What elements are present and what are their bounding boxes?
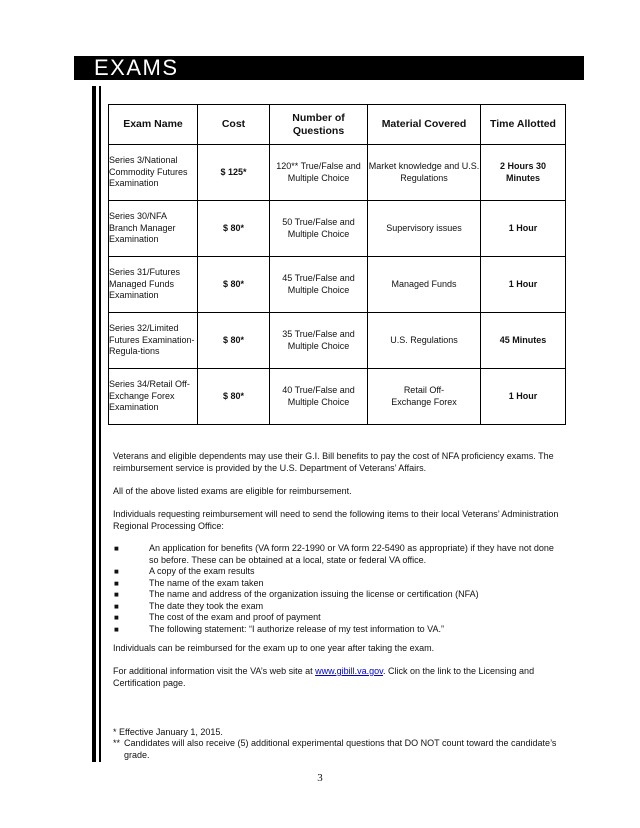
cost-cell: $ 125* bbox=[198, 145, 270, 201]
footnote-effective-date: * Effective January 1, 2015. bbox=[113, 727, 223, 737]
bullet-icon: ■ bbox=[114, 578, 119, 588]
exam-name-cell: Series 3/National Commodity Futures Examination bbox=[109, 145, 198, 201]
exam-name-cell: Series 31/Futures Managed Funds Examination bbox=[109, 257, 198, 313]
table-row bbox=[109, 369, 566, 425]
questions-cell: 45 True/False and Multiple Choice bbox=[270, 257, 368, 313]
questions-cell: 50 True/False and Multiple Choice bbox=[270, 201, 368, 257]
table-row bbox=[109, 257, 566, 313]
material-cell: Managed Funds bbox=[368, 257, 481, 313]
material-cell: Supervisory issues bbox=[368, 201, 481, 257]
page-number: 3 bbox=[317, 772, 323, 784]
cost-cell: $ 80* bbox=[198, 369, 270, 425]
bullet-icon: ■ bbox=[114, 544, 119, 553]
list-item bbox=[113, 624, 565, 636]
time-cell: 1 Hour bbox=[481, 201, 566, 257]
list-item-text: The date they took the exam bbox=[149, 600, 264, 611]
eligibility-paragraph: All of the above listed exams are eligible for reimbursement. bbox=[113, 486, 352, 496]
bullet-icon: ■ bbox=[114, 613, 119, 622]
footnote-marker: ** bbox=[113, 738, 121, 748]
footnote-experimental-questions bbox=[113, 738, 563, 761]
time-cell: 1 Hour bbox=[481, 257, 566, 313]
col-header-material: Material Covered bbox=[368, 105, 481, 145]
exam-name-cell: Series 32/Limited Futures Examination- Regula-tions bbox=[109, 313, 198, 369]
list-item bbox=[113, 566, 565, 578]
material-cell-text: Retail Off-Exchange Forex bbox=[391, 385, 457, 407]
material-cell bbox=[368, 369, 481, 425]
time-cell: 45 Minutes bbox=[481, 313, 566, 369]
list-item-text: The name of the exam taken bbox=[149, 577, 264, 588]
questions-cell: 40 True/False and Multiple Choice bbox=[270, 369, 368, 425]
cost-cell: $ 80* bbox=[198, 201, 270, 257]
list-item-text: An application for benefits (VA form 22-1990 or VA form 22-5490 as appropriate) if they have not done so before. These can be obtained at a local, state or federal VA office. bbox=[149, 543, 554, 565]
time-cell bbox=[481, 145, 566, 201]
bullet-icon: ■ bbox=[114, 590, 119, 599]
list-item-text: The cost of the exam and proof of payment bbox=[149, 612, 321, 622]
list-item-text: A copy of the exam results bbox=[149, 566, 255, 576]
list-item bbox=[113, 601, 565, 613]
questions-cell: 35 True/False and Multiple Choice bbox=[270, 313, 368, 369]
bullet-icon: ■ bbox=[114, 601, 119, 611]
time-cell-text: 2 Hours 30 Minutes bbox=[499, 161, 547, 183]
table-row bbox=[109, 145, 566, 201]
list-item bbox=[113, 578, 565, 590]
gi-bill-paragraph: Veterans and eligible dependents may use their G.I. Bill benefits to pay the cost of NFA proficiency exams. The reimbursement service is provided by the U.S. Department of Veterans’ Affairs. bbox=[113, 451, 554, 473]
requirements-paragraph: Individuals requesting reimbursement will need to send the following items to their local Veterans’ Administration Regional Processing Office: bbox=[113, 509, 559, 531]
list-item bbox=[113, 589, 565, 601]
list-item-text: The name and address of the organization issuing the license or certification (NFA) bbox=[149, 589, 479, 599]
col-header-cost: Cost bbox=[198, 105, 270, 145]
col-header-questions bbox=[270, 105, 368, 145]
col-header-time: Time Allotted bbox=[481, 105, 566, 145]
questions-cell: 120** True/False and Multiple Choice bbox=[270, 145, 368, 201]
table-row bbox=[109, 313, 566, 369]
table-row bbox=[109, 201, 566, 257]
bullet-icon: ■ bbox=[114, 567, 119, 576]
footnote-text: Candidates will also receive (5) additional experimental questions that DO NOT count toward the candidate’s grade. bbox=[124, 738, 557, 760]
material-cell: Market knowledge and U.S. Regulations bbox=[368, 145, 481, 201]
material-cell: U.S. Regulations bbox=[368, 313, 481, 369]
gibill-link[interactable]: www.gibill.va.gov bbox=[315, 666, 383, 676]
section-title: EXAMS bbox=[94, 55, 179, 80]
col-header-questions-text: Number of Questions bbox=[292, 111, 345, 137]
cost-cell: $ 80* bbox=[198, 313, 270, 369]
time-cell: 1 Hour bbox=[481, 369, 566, 425]
section-banner bbox=[74, 56, 584, 80]
table-header-row bbox=[109, 105, 566, 145]
margin-rule-thin bbox=[99, 86, 101, 762]
exam-name-cell: Series 34/Retail Off-Exchange Forex Examination bbox=[109, 369, 198, 425]
reimbursement-window-paragraph: Individuals can be reimbursed for the exam up to one year after taking the exam. bbox=[113, 643, 435, 653]
more-info-text-after: . Click on the link to the Licensing and Certification page. bbox=[113, 666, 535, 688]
more-info-text-before: For additional information visit the VA’s web site at bbox=[113, 666, 316, 676]
list-item bbox=[113, 612, 565, 624]
bullet-icon: ■ bbox=[114, 624, 119, 634]
col-header-exam-name: Exam Name bbox=[109, 105, 198, 145]
list-item-text: The following statement: “I authorize release of my test information to VA.” bbox=[149, 623, 444, 634]
exams-table bbox=[108, 104, 566, 425]
list-item bbox=[113, 543, 565, 566]
cost-cell: $ 80* bbox=[198, 257, 270, 313]
more-info-paragraph bbox=[113, 666, 565, 689]
required-items-list bbox=[113, 543, 565, 635]
exam-name-cell: Series 30/NFA Branch Manager Examination bbox=[109, 201, 198, 257]
margin-rule-thick bbox=[92, 86, 96, 762]
